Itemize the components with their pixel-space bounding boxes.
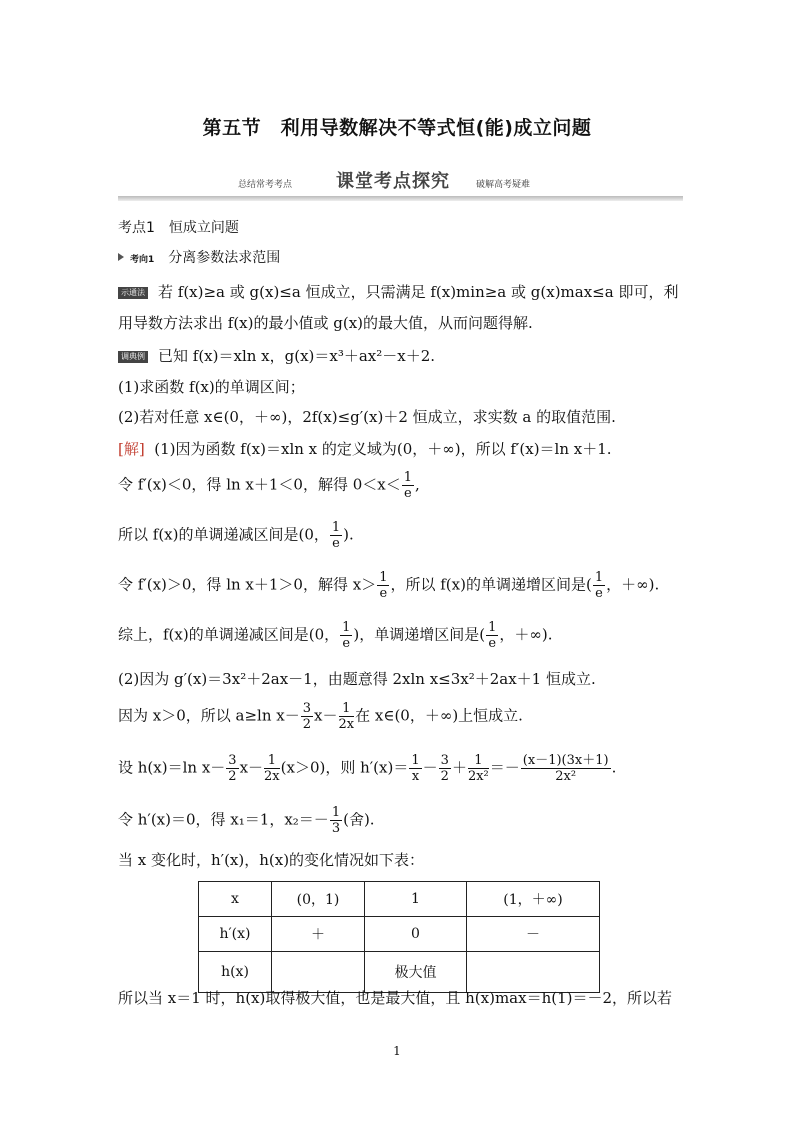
denominator: 3 [331, 821, 341, 836]
fraction-1-over-e [402, 470, 414, 501]
method-tag: 示通法 [118, 287, 148, 299]
solution-text: 综上，f(x)的单调递减区间是(0， [118, 625, 340, 644]
numerator: 1 [468, 753, 489, 769]
solution-text: 在 x∈(0，＋∞)上恒成立. [355, 706, 523, 725]
fraction-hprime-result [521, 753, 611, 784]
table-cell [467, 952, 600, 993]
numerator: 1 [264, 753, 280, 769]
fraction-1-over-2x [264, 753, 280, 784]
table-row [199, 917, 600, 952]
denominator: e [332, 536, 340, 551]
method-text-1: 若 f(x)≥a 或 g(x)≤a 恒成立，只需满足 f(x)min≥a 或 g(x)max≤a 即可，利 [158, 283, 679, 301]
fraction-3-over-2 [301, 701, 313, 732]
numerator: 1 [342, 620, 351, 635]
table-row [199, 882, 600, 917]
numerator: 1 [331, 520, 341, 535]
fraction-1-over-3 [330, 805, 342, 836]
numerator: 1 [594, 570, 604, 585]
kaoxiang-text: 分离参数法求范围 [168, 250, 281, 266]
solution-text: 令 f′(x)＜0，得 ln x＋1＜0，解得 0＜x＜ [118, 475, 401, 494]
denominator: 2x [338, 717, 355, 732]
numerator: 1 [488, 620, 497, 635]
solution-text: x－ [239, 758, 264, 777]
solution-line-8 [118, 753, 616, 784]
table-cell: 极大值 [365, 952, 467, 993]
table-cell: ＋ [272, 917, 365, 952]
fraction-3-over-2 [439, 753, 451, 784]
solution-tag: [解] [118, 440, 145, 458]
denominator: 2x² [467, 769, 489, 784]
numerator: 3 [440, 753, 449, 768]
question-2: (2)若对任意 x∈(0，＋∞)，2f(x)≤g′(x)＋2 恒成立，求实数 a 的取值范围. [118, 408, 616, 426]
solution-text: ，＋∞). [499, 625, 553, 644]
solution-line-6: (2)因为 g′(x)＝3x²＋2ax－1，由题意得 2xln x≤3x²＋2ax＋1 恒成立. [118, 670, 596, 688]
numerator: 1 [339, 701, 355, 717]
table-cell: h′(x) [199, 917, 272, 952]
denominator: 2x² [555, 769, 577, 784]
solution-text: ＋ [451, 758, 467, 777]
table-cell: 1 [365, 882, 467, 917]
example-statement: 已知 f(x)＝xln x，g(x)＝x³＋ax²－x＋2. [158, 347, 436, 365]
denominator: 2 [228, 769, 237, 784]
numerator: 1 [403, 470, 413, 485]
example-tag: 调典例 [118, 351, 148, 363]
denominator: e [595, 586, 603, 601]
method-line-2: 用导数方法求出 f(x)的最小值或 g(x)的最大值，从而问题得解. [118, 314, 533, 332]
example-line [118, 349, 435, 364]
numerator: 1 [379, 570, 388, 585]
fraction-1-over-e [377, 570, 389, 601]
fraction-1-over-e [330, 520, 342, 551]
solution-line-4 [118, 570, 659, 601]
denominator: 2 [302, 717, 312, 732]
numerator: (x－1)(3x＋1) [522, 753, 609, 768]
solution-text: 所以 f(x)的单调递减区间是(0， [118, 525, 329, 544]
solution-text: ，所以 f(x)的单调递增区间是( [390, 575, 592, 594]
solution-text-1: (1)因为函数 f(x)＝xln x 的定义域为(0，＋∞)，所以 f′(x)＝ln x＋1. [154, 440, 612, 458]
numerator: 3 [302, 701, 312, 716]
banner-right-text: 破解高考疑难 [476, 180, 531, 190]
section-banner [118, 170, 683, 204]
denominator: x [411, 769, 420, 784]
solution-text: ＝－ [489, 758, 520, 777]
solution-line-9 [118, 805, 375, 836]
solution-line-11: 所以当 x＝1 时，h(x)取得极大值，也是最大值，且 h(x)max＝h(1)＝－2，所以若 [118, 989, 673, 1007]
triangle-icon [118, 253, 124, 261]
solution-text: ，＋∞). [606, 575, 660, 594]
solution-text: 因为 x＞0，所以 a≥ln x－ [118, 706, 300, 725]
solution-text: 令 h′(x)＝0，得 x₁＝1，x₂＝－ [118, 810, 329, 829]
numerator: 3 [228, 753, 237, 768]
table-cell: x [199, 882, 272, 917]
banner-left-text: 总结常考考点 [238, 180, 293, 190]
numerator: 1 [331, 805, 341, 820]
solution-text: , [415, 475, 420, 494]
denominator: e [379, 586, 388, 601]
table-cell: h(x) [199, 952, 272, 993]
denominator: 2x [264, 769, 280, 784]
solution-text: － [422, 758, 438, 777]
page-title: 第五节 利用导数解决不等式恒(能)成立问题 [202, 117, 592, 139]
solution-text: x－ [314, 706, 338, 725]
solution-line-5 [118, 620, 553, 651]
solution-line-2 [118, 470, 420, 501]
fraction-1-over-e [593, 570, 605, 601]
fraction-3-over-2 [226, 753, 238, 784]
solution-text: ). [343, 525, 354, 544]
fraction-1-over-e [486, 620, 498, 651]
variation-table [198, 881, 600, 993]
kaodian-heading: 考点1 恒成立问题 [118, 220, 239, 236]
table-cell: － [467, 917, 600, 952]
method-line-1 [118, 285, 678, 300]
numerator: 1 [411, 753, 420, 768]
kaoxiang-tag: 考向1 [130, 255, 155, 265]
solution-text: (x＞0)，则 h′(x)＝ [280, 758, 409, 777]
solution-text: (舍). [343, 810, 375, 829]
denominator: 2 [440, 769, 449, 784]
solution-text: 设 h(x)＝ln x－ [118, 758, 226, 777]
solution-text: )，单调递增区间是( [353, 625, 486, 644]
denominator: e [342, 636, 351, 651]
fraction-1-over-x [409, 753, 421, 784]
solution-text: 令 f′(x)＞0，得 ln x＋1＞0，解得 x＞ [118, 575, 377, 594]
table-cell: 0 [365, 917, 467, 952]
solution-line-7 [118, 701, 523, 732]
question-1: (1)求函数 f(x)的单调区间； [118, 378, 305, 396]
table-row [199, 952, 600, 993]
solution-line-10: 当 x 变化时，h′(x)，h(x)的变化情况如下表： [118, 851, 425, 869]
fraction-1-over-2x2 [468, 753, 489, 784]
denominator: e [488, 636, 497, 651]
table-cell: (1，＋∞) [467, 882, 600, 917]
solution-text: . [611, 758, 617, 777]
denominator: e [404, 486, 412, 501]
kaoxiang-heading [118, 250, 280, 265]
solution-line-3 [118, 520, 354, 551]
page-number: 1 [393, 1044, 401, 1058]
fraction-1-over-2x [339, 701, 355, 732]
fraction-1-over-e [340, 620, 352, 651]
banner-title: 课堂考点探究 [336, 171, 450, 192]
banner-bar [118, 196, 683, 201]
table-cell: (0，1) [272, 882, 365, 917]
solution-line-1 [118, 442, 612, 457]
table-cell [272, 952, 365, 993]
